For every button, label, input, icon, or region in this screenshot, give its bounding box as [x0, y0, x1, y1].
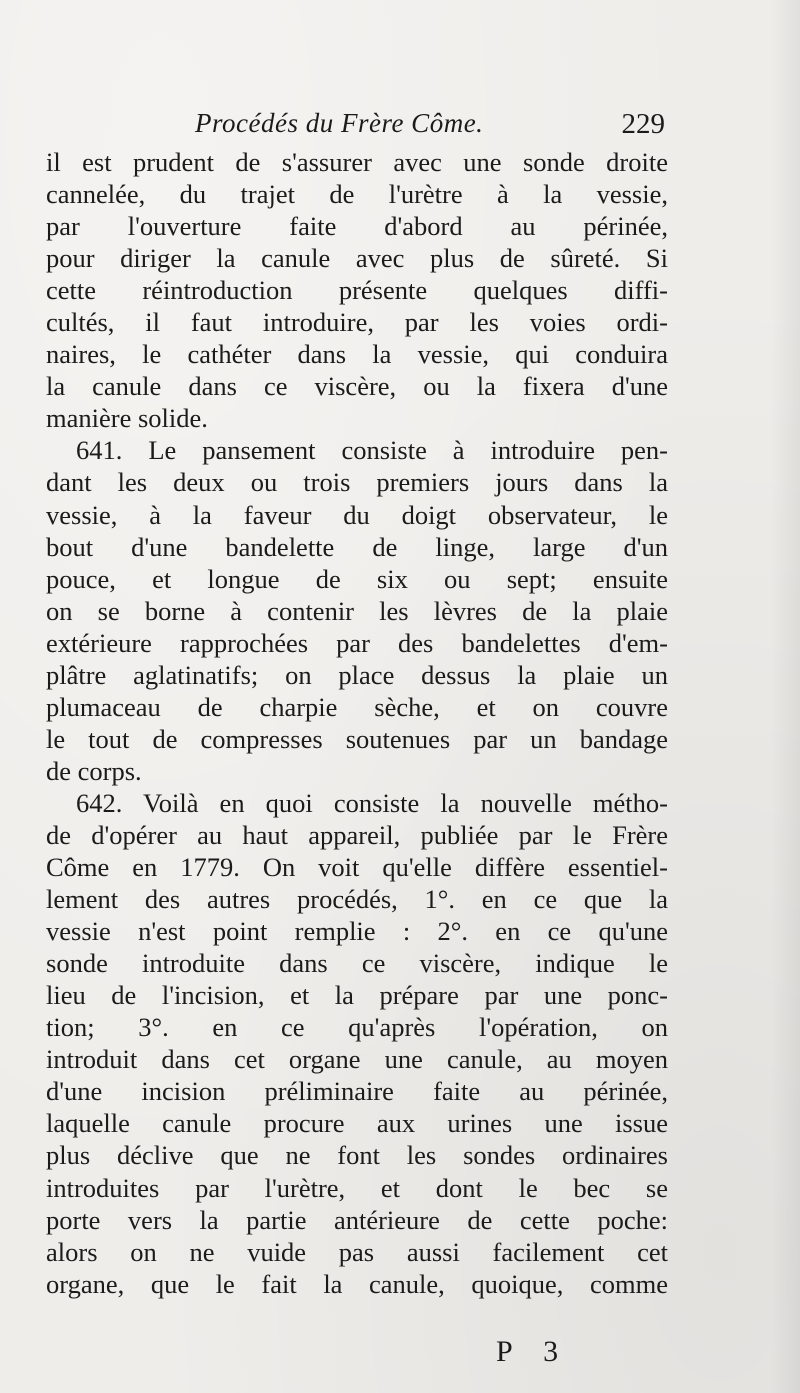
text-line: laquelle canule procure aux urines une issue	[46, 1108, 668, 1139]
text-line: vessie n'est point remplie : 2°. en ce qu'une	[46, 916, 668, 947]
page-edge-shadow	[770, 0, 800, 1393]
text-line: cultés, il faut introduire, par les voies ordi-	[46, 307, 668, 338]
text-line: plus déclive que ne font les sondes ordinaires	[46, 1140, 668, 1171]
text-line: porte vers la partie antérieure de cette poche:	[46, 1204, 668, 1235]
text-line: la canule dans ce viscère, ou la fixera d'une	[46, 371, 668, 402]
paragraph-642-start: 642. Voilà en quoi consiste la nouvelle métho-	[76, 787, 668, 818]
text-line: extérieure rapprochées par des bandelettes d'em-	[46, 627, 668, 658]
text-line: sonde introduite dans ce viscère, indique le	[46, 948, 668, 979]
text-line: vessie, à la faveur du doigt observateur, le	[46, 499, 668, 530]
signature-mark: P 3	[496, 1335, 571, 1368]
text-line: introduites par l'urètre, et dont le bec se	[46, 1172, 668, 1203]
text-line: tion; 3°. en ce qu'après l'opération, on	[46, 1012, 668, 1043]
text-line: manière solide.	[46, 403, 208, 434]
text-line: naires, le cathéter dans la vessie, qui conduira	[46, 339, 668, 370]
text-line: introduit dans cet organe une canule, au moyen	[46, 1044, 668, 1075]
text-line: de corps.	[46, 755, 142, 786]
running-title: Procédés du Frère Côme.	[195, 108, 484, 138]
text-line: plâtre aglatinatifs; on place dessus la plaie un	[46, 659, 668, 690]
text-line: pouce, et longue de six ou sept; ensuite	[46, 563, 668, 594]
page-number: 229	[621, 108, 665, 140]
text-line: on se borne à contenir les lèvres de la plaie	[46, 595, 668, 626]
text-line: le tout de compresses soutenues par un bandage	[46, 723, 668, 754]
text-line: cette réintroduction présente quelques diffi-	[46, 275, 668, 306]
text-line: Côme en 1779. On voit qu'elle diffère essentiel-	[46, 852, 668, 883]
paragraph-641-start: 641. Le pansement consiste à introduire pen-	[76, 435, 668, 466]
text-line: il est prudent de s'assurer avec une sonde droite	[46, 147, 668, 177]
text-line: par l'ouverture faite d'abord au périnée,	[46, 211, 668, 242]
text-line: plumaceau de charpie sèche, et on couvre	[46, 691, 668, 722]
text-line: bout d'une bandelette de linge, large d'un	[46, 531, 668, 562]
text-line: pour diriger la canule avec plus de sûreté. Si	[46, 243, 668, 274]
text-line: lieu de l'incision, et la prépare par une ponc-	[46, 980, 668, 1011]
text-line: de d'opérer au haut appareil, publiée par le Frère	[46, 819, 668, 850]
text-line: dant les deux ou trois premiers jours dans la	[46, 467, 668, 498]
text-line: cannelée, du trajet de l'urètre à la vessie,	[46, 179, 668, 210]
body-text	[46, 146, 668, 1300]
text-line: d'une incision préliminaire faite au périnée,	[46, 1076, 668, 1107]
text-line: lement des autres procédés, 1°. en ce que la	[46, 884, 668, 915]
text-line: alors on ne vuide pas aussi facilement cet	[46, 1236, 668, 1267]
page-header	[195, 108, 665, 148]
text-line: organe, que le fait la canule, quoique, comme	[46, 1268, 668, 1299]
